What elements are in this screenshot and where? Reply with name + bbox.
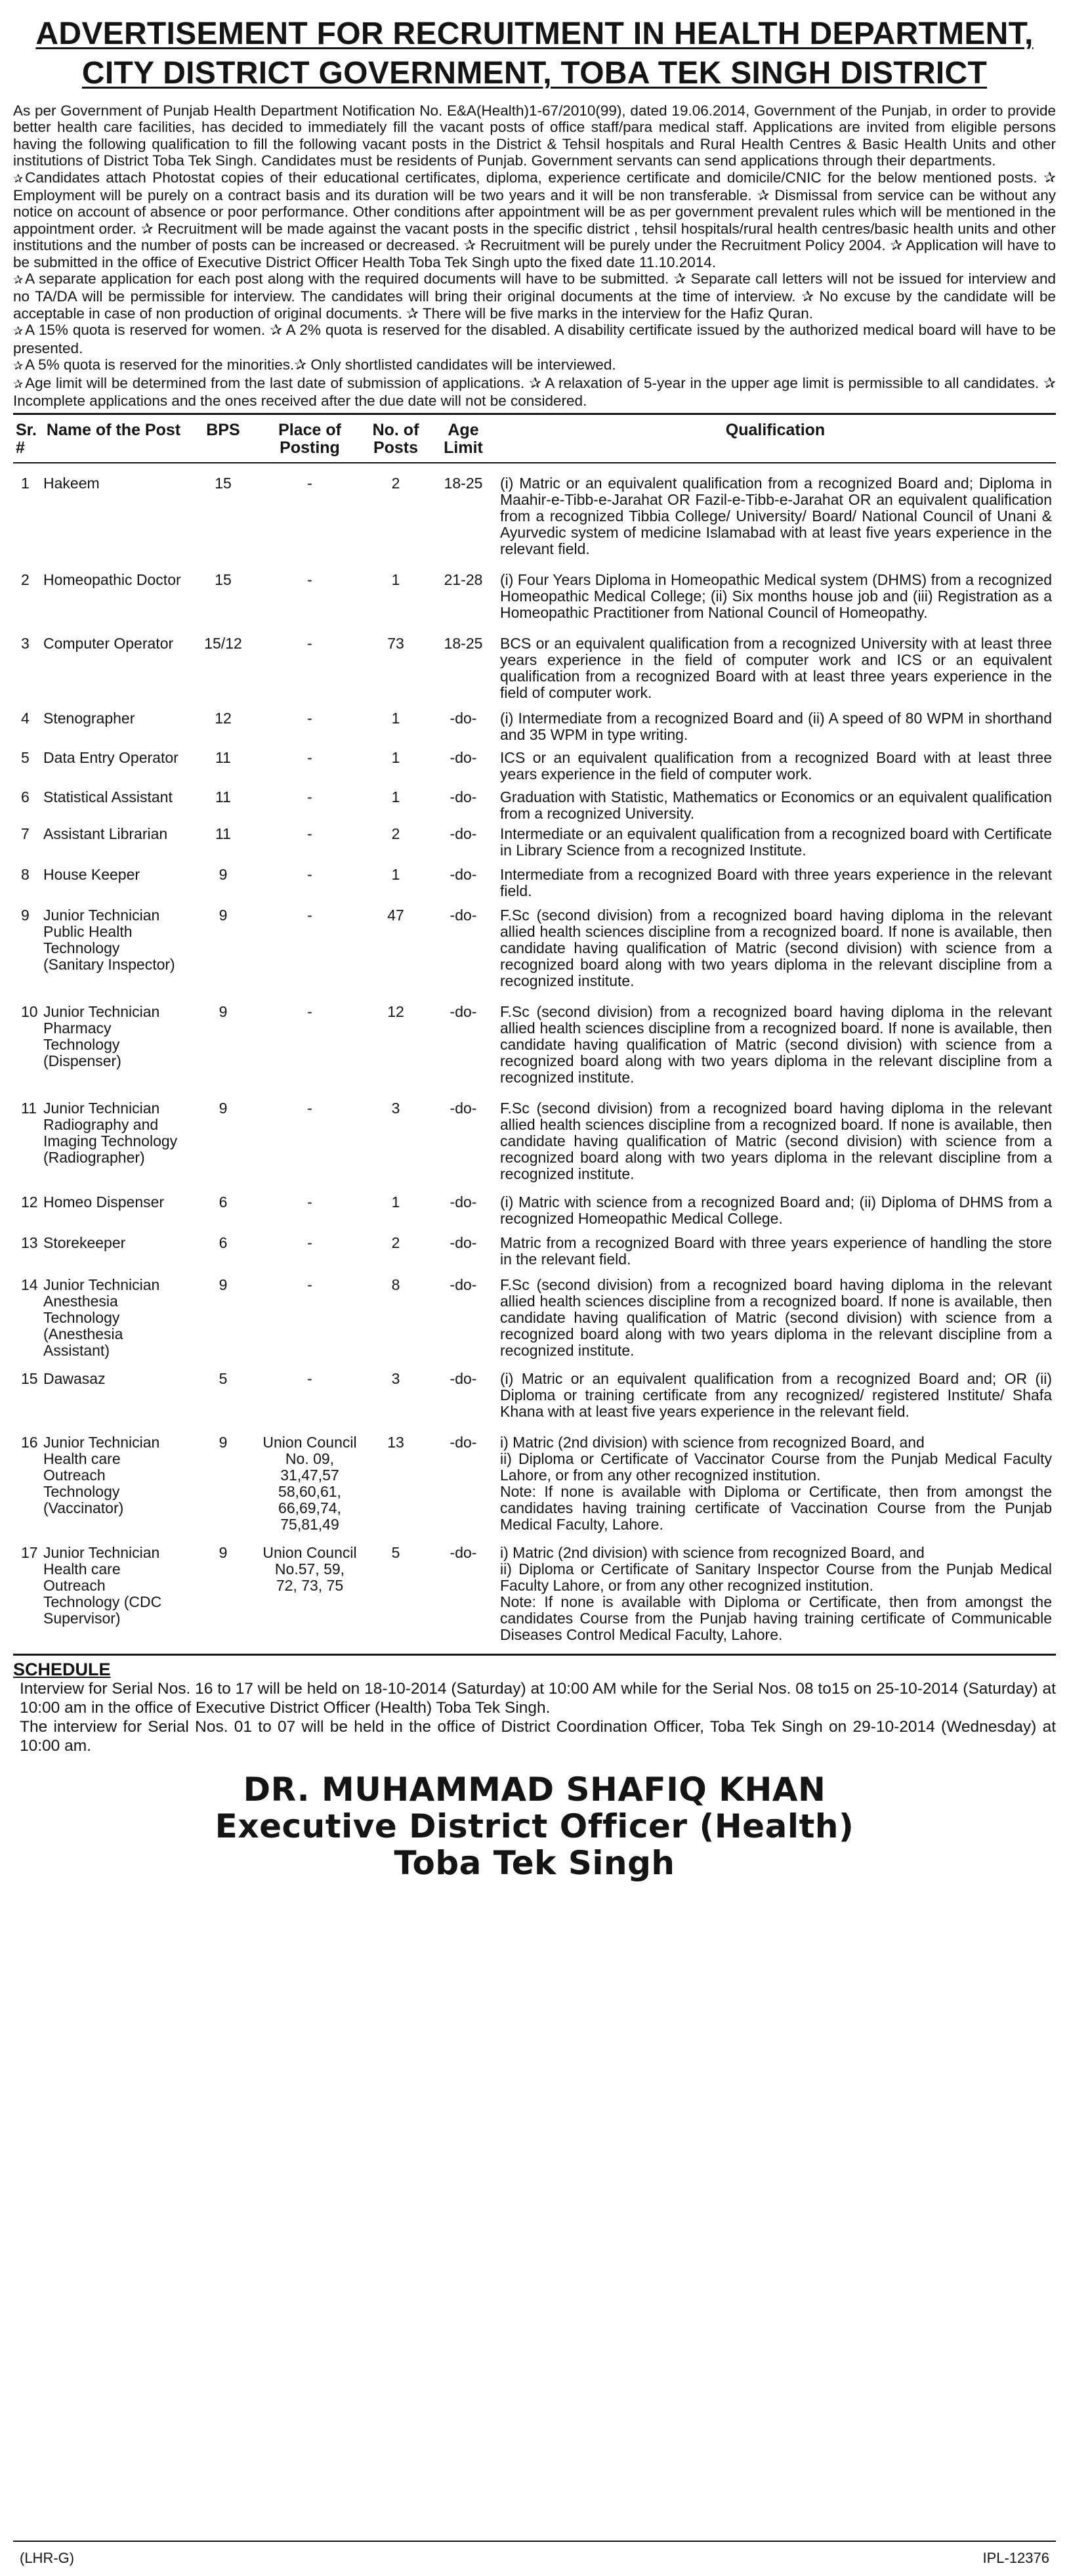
cell-place: Union Council No.57, 59, 72, 73, 75 xyxy=(262,1544,357,1595)
cell-qualification xyxy=(495,1086,1056,1182)
cell-age: -do- xyxy=(450,1370,477,1388)
table-row xyxy=(13,989,1056,1086)
schedule-section xyxy=(13,1654,1056,1755)
cell-bps: 12 xyxy=(215,710,232,727)
cell-qualification xyxy=(495,1420,1056,1533)
cell-post-name: Junior Technician Health care Outreach Technology (CDC Supervisor) xyxy=(43,1544,162,1627)
cell-sr: 12 xyxy=(21,1193,38,1211)
cell-place: - xyxy=(307,1193,312,1211)
qualification-text: ii) Diploma or Certificate of Vaccinator Course from the Punjab Medical Faculty Lahore, or from any other recognized institution. xyxy=(500,1450,1052,1484)
cell-bps: 9 xyxy=(219,866,228,884)
cell-posts: 2 xyxy=(391,1234,400,1252)
cell-posts: 3 xyxy=(391,1370,400,1388)
officer-name: DR. MUHAMMAD SHAFIQ KHAN xyxy=(243,1771,826,1809)
star-icon: ✰ xyxy=(13,324,24,338)
advertisement-title xyxy=(13,14,1056,93)
table-row xyxy=(13,743,1056,783)
cell-age: -do- xyxy=(450,1276,477,1294)
signature-block xyxy=(13,1771,1056,1881)
header-post-name: Name of the Post xyxy=(46,421,181,440)
table-row xyxy=(13,822,1056,859)
title-line-2: CITY DISTRICT GOVERNMENT, TOBA TEK SINGH DISTRICT xyxy=(81,56,988,91)
qualification-text: F.Sc (second division) from a recognized board having diploma in the relevant allied health sciences discipline from a recognized board. If none is available, then candidate having qualification of Matric (second division) with science from a recognized board along with two years diploma in the relevant discipline from a recognized institute. xyxy=(500,1100,1052,1183)
cell-age: 18-25 xyxy=(444,475,483,492)
cell-sr: 3 xyxy=(21,635,30,653)
table-row xyxy=(13,1420,1056,1533)
qualification-text: (i) Matric or an equivalent qualification from a recognized Board and; OR (ii) Diploma or training certificate from any recognized/ registered Institute/ Shafa Khana with at least five years experience in the relevant field. xyxy=(500,1370,1052,1421)
table-row xyxy=(13,463,1056,557)
cell-age: 18-25 xyxy=(444,635,483,653)
cell-bps: 9 xyxy=(219,1434,228,1451)
table-row xyxy=(13,1182,1056,1227)
intro-paragraph-4: ✰ A 15% quota is reserved for women. ✰ A 2% quota is reserved for the disabled. A disability certificate issued by the authorized medical board will have to be presented. xyxy=(13,322,1056,356)
header-sr: Sr. # xyxy=(16,421,37,458)
cell-post-name: House Keeper xyxy=(43,866,140,884)
table-row xyxy=(13,621,1056,701)
cell-place: - xyxy=(307,1276,312,1294)
cell-qualification xyxy=(495,783,1056,822)
cell-bps: 5 xyxy=(219,1370,228,1388)
cell-bps: 15 xyxy=(215,571,232,589)
cell-post-name: Junior Technician Radiography and Imaging Technology (Radiographer) xyxy=(43,1100,178,1167)
cell-bps: 15/12 xyxy=(204,635,242,653)
header-place: Place of Posting xyxy=(278,421,341,458)
cell-posts: 1 xyxy=(391,710,400,727)
cell-posts: 73 xyxy=(387,635,404,653)
cell-bps: 15 xyxy=(215,475,232,492)
cell-posts: 1 xyxy=(391,1193,400,1211)
header-posts: No. of Posts xyxy=(372,421,419,458)
table-row xyxy=(13,783,1056,822)
intro-paragraph-2: ✰ Candidates attach Photostat copies of their educational certificates, diploma, experience certificate and domicile/CNIC for the below mentioned posts. ✰ Employment will be purely on a contract basis and its duration will be two years and it will be non transferable. ✰ Dismissal from service can be without any notice on account of absence or poor performance. Other conditions after appointment will be as per government prevalent rules which will be mentioned in the appointment order. ✰ Recruitment will be made against the vacant posts in the specific district , tehsil hospitals/rural health centres/basic health units and other institutions and the number of posts can be increased or decreased. ✰ Recruitment will be purely under the Recruitment Policy 2004. ✰ Application will have to be submitted in the office of Executive District Officer Health Toba Tek Singh upto the fixed date 11.10.2014. xyxy=(13,169,1056,270)
cell-bps: 6 xyxy=(219,1193,228,1211)
cell-posts: 5 xyxy=(391,1544,400,1562)
cell-place: - xyxy=(307,571,312,589)
intro-paragraph-3: ✰ A separate application for each post along with the required documents will have to be submitted. ✰ Separate call letters will not be issued for interview and no TA/DA will be permissible for interview. The candidates will bring their original documents at the time of interview. ✰ No excuse by the candidate will be acceptable in case of non production of original documents. ✰ There will be five marks in the interview for the Hafiz Quran. xyxy=(13,270,1056,322)
cell-posts: 2 xyxy=(391,475,400,492)
cell-place: - xyxy=(307,907,312,924)
cell-posts: 8 xyxy=(391,1276,400,1294)
qualification-text: F.Sc (second division) from a recognized board having diploma in the relevant allied health sciences discipline from a recognized board. If none is available, then candidate having qualification of Matric (second division) with science from a recognized board along with two years diploma in the relevant discipline from a recognized institute. xyxy=(500,1276,1052,1360)
vacancies-table xyxy=(13,415,1056,1643)
intro-paragraph-1: As per Government of Punjab Health Department Notification No. E&A(Health)1-67/2010(99), dated 19.06.2014, Government of the Punjab, in order to provide better health care facilities, has decided to immediately fill the vacant posts of office staff/para medical staff. Applications are invited from eligible persons having the following qualification to fill the following vacant posts in the District & Tehsil hospitals and Rural Health Centres & Basic Health Units and other institutions of District Toba Tek Singh. Candidates must be residents of Punjab. Government servants can send applications through their departments. xyxy=(13,102,1056,169)
cell-place: - xyxy=(307,825,312,843)
table-row xyxy=(13,557,1056,621)
intro-section xyxy=(13,102,1056,409)
table-row xyxy=(13,1227,1056,1268)
cell-sr: 1 xyxy=(21,475,30,492)
cell-age: -do- xyxy=(450,1544,477,1562)
qualification-text: (i) Matric or an equivalent qualification from a recognized Board and; Diploma in Maahir-e-Tibb-e-Jarahat OR Fazil-e-Tibb-e-Jarahat OR an equivalent qualification from a recognized Tibbia College/ University/ Board/ National Council of Unani & Ayurvedic system of medicine Islamabad with at least five years experience in the relevant field. xyxy=(500,475,1052,558)
cell-sr: 16 xyxy=(21,1434,38,1451)
cell-posts: 1 xyxy=(391,749,400,767)
cell-qualification xyxy=(495,822,1056,859)
cell-age: 21-28 xyxy=(444,571,483,589)
header-qualification: Qualification xyxy=(725,421,826,440)
cell-qualification xyxy=(495,1359,1056,1420)
cell-qualification xyxy=(495,463,1056,557)
qualification-text: (i) Four Years Diploma in Homeopathic Medical system (DHMS) from a recognized Homeopathic Medical College; (ii) Six months house job and (iii) Registration as a Homeopathic Practitioner from National Council of Homeopathy. xyxy=(500,571,1052,622)
cell-age: -do- xyxy=(450,788,477,806)
intro-paragraph-5: ✰ A 5% quota is reserved for the minorities.✰ Only shortlisted candidates will be interviewed. xyxy=(13,356,616,374)
cell-qualification xyxy=(495,1268,1056,1359)
cell-posts: 1 xyxy=(391,788,400,806)
cell-sr: 11 xyxy=(21,1100,37,1117)
qualification-text: (i) Matric with science from a recognized Board and; (ii) Diploma of DHMS from a recognized Homeopathic Medical College. xyxy=(500,1193,1052,1228)
qualification-text: (i) Intermediate from a recognized Board and (ii) A speed of 80 WPM in shorthand and 35 WPM in type writing. xyxy=(500,710,1052,744)
intro-paragraph-6: ✰ Age limit will be determined from the last date of submission of applications. ✰ A relaxation of 5-year in the upper age limit is permissible to all candidates. ✰ Incomplete applications and the ones received after the due date will not be considered. xyxy=(13,374,1056,409)
cell-post-name: Hakeem xyxy=(43,475,100,492)
qualification-text: F.Sc (second division) from a recognized board having diploma in the relevant allied health sciences discipline from a recognized board. If none is available, then candidate having qualification of Matric (second division) with science from a recognized board along with two years diploma in the relevant discipline from a recognized institute. xyxy=(500,907,1052,990)
cell-age: -do- xyxy=(450,866,477,884)
cell-age: -do- xyxy=(450,749,477,767)
cell-sr: 2 xyxy=(21,571,30,589)
table-row xyxy=(13,1268,1056,1359)
cell-sr: 17 xyxy=(21,1544,38,1562)
cell-bps: 9 xyxy=(219,1100,228,1117)
cell-sr: 10 xyxy=(21,1003,38,1021)
star-icon: ✰ xyxy=(13,377,24,391)
qualification-text: Intermediate from a recognized Board with three years experience in the relevant field. xyxy=(500,866,1052,900)
cell-post-name: Homeo Dispenser xyxy=(43,1193,165,1211)
cell-place: - xyxy=(307,1100,312,1117)
footer-code-right: IPL-12376 xyxy=(982,2550,1049,2566)
table-row xyxy=(13,859,1056,899)
schedule-text-2: The interview for Serial Nos. 01 to 07 will be held in the office of District Coordination Officer, Toba Tek Singh on 29-10-2014 (Wednesday) at 10:00 am. xyxy=(20,1718,1056,1755)
cell-qualification xyxy=(495,859,1056,899)
cell-place: - xyxy=(307,475,312,492)
star-icon: ✰ xyxy=(13,273,24,287)
schedule-title: SCHEDULE xyxy=(13,1660,111,1680)
cell-qualification xyxy=(495,1182,1056,1227)
cell-bps: 9 xyxy=(219,1544,228,1562)
cell-post-name: Storekeeper xyxy=(43,1234,126,1252)
cell-posts: 1 xyxy=(391,866,400,884)
cell-age: -do- xyxy=(450,710,477,727)
cell-post-name: Dawasaz xyxy=(43,1370,106,1388)
cell-age: -do- xyxy=(450,907,477,924)
cell-posts: 2 xyxy=(391,825,400,843)
qualification-text: ii) Diploma or Certificate of Sanitary Inspector Course from the Punjab Medical Faculty Lahore, or from any other recognized institution. xyxy=(500,1560,1052,1595)
cell-post-name: Homeopathic Doctor xyxy=(43,571,181,589)
cell-bps: 9 xyxy=(219,1003,228,1021)
cell-age: -do- xyxy=(450,1434,477,1451)
table-row xyxy=(13,899,1056,989)
cell-qualification xyxy=(495,989,1056,1086)
cell-post-name: Junior Technician Health care Outreach Technology (Vaccinator) xyxy=(43,1434,160,1517)
officer-designation: Executive District Officer (Health) xyxy=(215,1807,854,1846)
cell-place: - xyxy=(307,866,312,884)
star-icon: ✰ xyxy=(13,171,24,185)
cell-post-name: Data Entry Operator xyxy=(43,749,178,767)
cell-posts: 13 xyxy=(387,1434,404,1451)
table-row xyxy=(13,1086,1056,1182)
cell-place: Union Council No. 09, 31,47,57 58,60,61, 66,69,74, 75,81,49 xyxy=(262,1434,357,1534)
cell-age: -do- xyxy=(450,1234,477,1252)
qualification-text: Graduation with Statistic, Mathematics or Economics or an equivalent qualification from a recognized University. xyxy=(500,788,1052,823)
star-icon: ✰ xyxy=(13,359,24,373)
cell-qualification xyxy=(495,1533,1056,1643)
cell-qualification xyxy=(495,701,1056,743)
qualification-text: Note: If none is available with Diploma or Certificate, then from amongst the candidates having training certificate of Vaccination Course from the Punjab Medical Faculty, Lahore. xyxy=(500,1483,1052,1534)
table-body xyxy=(13,463,1056,1643)
cell-place: - xyxy=(307,1003,312,1021)
qualification-text: i) Matric (2nd division) with science from recognized Board, and xyxy=(500,1544,925,1562)
cell-place: - xyxy=(307,635,312,653)
cell-post-name: Statistical Assistant xyxy=(43,788,173,806)
cell-bps: 9 xyxy=(219,1276,228,1294)
cell-post-name: Assistant Librarian xyxy=(43,825,168,843)
cell-posts: 12 xyxy=(387,1003,404,1021)
cell-age: -do- xyxy=(450,1003,477,1021)
cell-bps: 6 xyxy=(219,1234,228,1252)
qualification-text: ICS or an equivalent qualification from a recognized Board with at least three years experience in the field of computer work. xyxy=(500,749,1052,783)
title-line-1: ADVERTISEMENT FOR RECRUITMENT IN HEALTH DEPARTMENT, xyxy=(35,16,1034,51)
qualification-text: i) Matric (2nd division) with science from recognized Board, and xyxy=(500,1434,925,1451)
qualification-text: Matric from a recognized Board with three years experience of handling the store in the relevant field. xyxy=(500,1234,1052,1268)
cell-qualification xyxy=(495,557,1056,621)
cell-posts: 1 xyxy=(391,571,400,589)
cell-place: - xyxy=(307,749,312,767)
cell-post-name: Stenographer xyxy=(43,710,135,727)
cell-posts: 47 xyxy=(387,907,404,924)
table-row xyxy=(13,1359,1056,1420)
cell-bps: 11 xyxy=(215,749,231,767)
cell-sr: 9 xyxy=(21,907,30,924)
schedule-text-1: Interview for Serial Nos. 16 to 17 will be held on 18-10-2014 (Saturday) at 10:00 AM while for the Serial Nos. 08 to15 on 25-10-2014 (Saturday) at 10:00 am in the office of Executive District Officer (Health) Toba Tek Singh. xyxy=(20,1680,1056,1717)
officer-place: Toba Tek Singh xyxy=(394,1844,675,1883)
cell-sr: 4 xyxy=(21,710,30,727)
cell-bps: 9 xyxy=(219,907,228,924)
qualification-text: Note: If none is available with Diploma or Certificate, then from amongst the candidates Course from the Punjab having training certificate of Communicable Diseases Control Medical Faculty, Lahore. xyxy=(500,1593,1052,1644)
cell-bps: 11 xyxy=(215,825,231,843)
cell-sr: 8 xyxy=(21,866,30,884)
bottom-rule xyxy=(13,2541,1056,2542)
cell-age: -do- xyxy=(450,1193,477,1211)
cell-sr: 14 xyxy=(21,1276,38,1294)
cell-age: -do- xyxy=(450,825,477,843)
footer-code-left: (LHR-G) xyxy=(20,2550,75,2566)
cell-qualification xyxy=(495,621,1056,701)
header-age: Age Limit xyxy=(444,421,483,458)
header-bps: BPS xyxy=(206,421,240,440)
cell-bps: 11 xyxy=(215,788,231,806)
cell-posts: 3 xyxy=(391,1100,400,1117)
cell-place: - xyxy=(307,710,312,727)
cell-post-name: Junior Technician Public Health Technology (Sanitary Inspector) xyxy=(43,907,175,974)
qualification-text: Intermediate or an equivalent qualification from a recognized board with Certificate in Library Science from a recognized Institute. xyxy=(500,825,1052,859)
cell-post-name: Junior Technician Anesthesia Technology (Anesthesia Assistant) xyxy=(43,1276,160,1360)
qualification-text: F.Sc (second division) from a recognized board having diploma in the relevant allied health sciences discipline from a recognized board. If none is available, then candidate having qualification of Matric (second division) with science from a recognized board along with two years diploma in the relevant discipline from a recognized institute. xyxy=(500,1003,1052,1086)
table-header-row xyxy=(13,415,1056,463)
cell-sr: 13 xyxy=(21,1234,38,1252)
cell-age: -do- xyxy=(450,1100,477,1117)
cell-sr: 15 xyxy=(21,1370,38,1388)
cell-place: - xyxy=(307,1370,312,1388)
table-row xyxy=(13,1533,1056,1643)
cell-qualification xyxy=(495,899,1056,989)
cell-qualification xyxy=(495,1227,1056,1268)
cell-sr: 5 xyxy=(21,749,30,767)
cell-place: - xyxy=(307,1234,312,1252)
cell-sr: 6 xyxy=(21,788,30,806)
table-row xyxy=(13,701,1056,743)
qualification-text: BCS or an equivalent qualification from a recognized University with at least three years experience in the field of computer work and ICS or an equivalent qualification from a recognized Board with at least three years experience in the field of computer work. xyxy=(500,635,1052,702)
cell-post-name: Junior Technician Pharmacy Technology (Dispenser) xyxy=(43,1003,160,1070)
cell-post-name: Computer Operator xyxy=(43,635,174,653)
cell-sr: 7 xyxy=(21,825,30,843)
cell-place: - xyxy=(307,788,312,806)
cell-qualification xyxy=(495,743,1056,783)
